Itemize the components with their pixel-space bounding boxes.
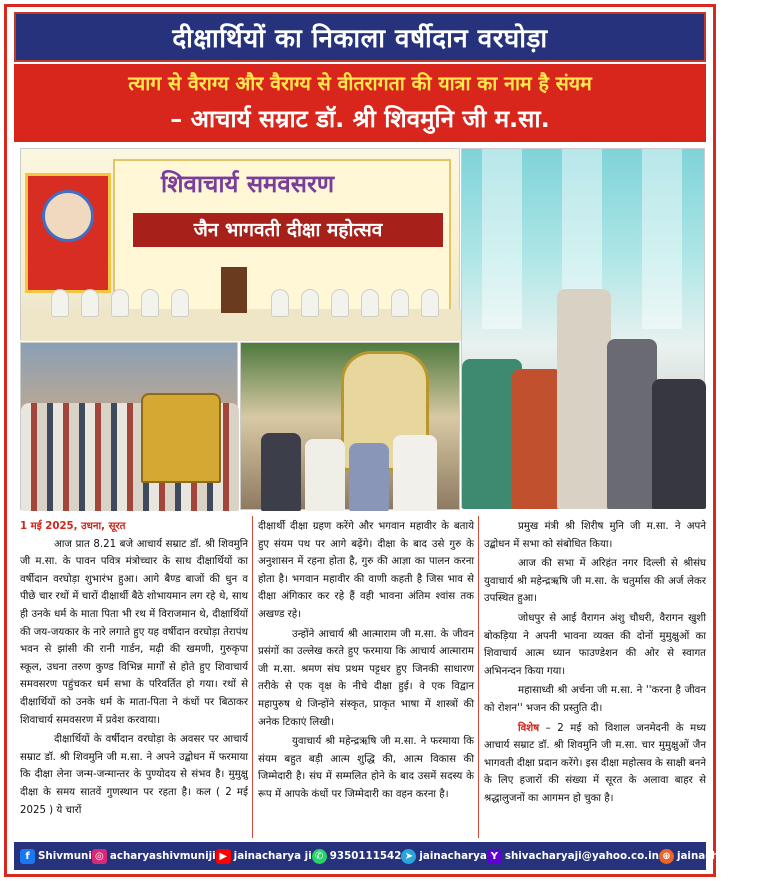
article-column-1	[20, 518, 248, 821]
quote-banner	[14, 64, 706, 142]
article-paragraph: आज प्रात 8.21 बजे आचार्य सम्राट डॉ. श्री शिवमुनि जी म.सा. के पावन पवित्र मंत्रोच्चार के साथ दीक्षार्थियों का वर्षीदान वरघोड़ा शुभारंभ हुआ। आगे बैण्ड बाजों की धुन व पीछे चार रथों में चारों दीक्षार्थी बैठे शोभायमान लग रहे थे, साथ ही उनके धर्म के माता पिता भी रथ में विराजमान थे, दीक्षार्थियों की जय-जयकार के नारे लगाते हुए यह वर्षीदान वरघोड़ा तेरापंथ भवन से झांसी की रानी गार्डन, मढ़ी की खमणी, गुरुकृपा स्कूल, उधना तरुण कुण्ड विभिन्न मार्गों से होते हुए शिवाचार्य समवसरण पहुंचकर धर्म सभा के परिवर्तित हो गया। रथों से दीक्षार्थियों को उनके धर्म के माता-पिता ने कंधों पर बिठाकर शिवाचार्य समवसरण में प्रवेश करवाया।	[20, 538, 248, 726]
quote-line-2: – आचार्य सम्राट डॉ. श्री शिवमुनि जी म.सा.	[170, 105, 550, 133]
seated-monk	[51, 289, 69, 317]
headline-banner	[14, 12, 706, 62]
instagram-link[interactable]	[92, 849, 216, 864]
article-paragraph: युवाचार्य श्री महेन्द्रऋषि जी म.सा. ने फरमाया कि संयम बहुत बड़ी आत्म शुद्धि की, आत्म विकास की जिम्मेदारी है। संघ में सम्मलित होने के बाद उसमें सदस्य के रूप में आपके कंधों पर जिम्मेदारी का वहन करना है।	[258, 736, 474, 800]
yahoo-mail-icon: Y	[487, 849, 502, 864]
instagram-icon: ◎	[92, 849, 107, 864]
crowd-person	[607, 339, 657, 509]
crowd-person	[349, 443, 389, 511]
youtube-icon: ▶	[216, 849, 231, 864]
facebook-icon: f	[20, 849, 35, 864]
article-dateline: 1 मई 2025, उधना, सूरत	[20, 521, 126, 532]
telegram-icon: ➤	[401, 849, 416, 864]
article-paragraph: जोधपुर से आई वैरागन अंशु चौधरी, वैरागन खुशी बोकड़िया ने अपनी भावना व्यक्त की दोनों मुमुक्षुओं का शिवाचार्य आत्म ध्यान फाउण्डेशन की ओर से स्वागत अभिनन्दन किया गया।	[484, 612, 706, 677]
telegram-handle: jainacharya	[419, 850, 487, 862]
seated-monk	[331, 289, 349, 317]
stage-banner-subtitle: जैन भागवती दीक्षा महोत्सव	[133, 213, 443, 247]
column-divider	[252, 516, 253, 838]
podium	[221, 267, 247, 313]
facebook-link[interactable]	[20, 849, 92, 864]
article-paragraph: महासाध्वी श्री अर्चना जी म.सा. ने ''करना है जीवन को रोशन'' भजन की प्रस्तुति दी।	[484, 685, 706, 714]
seated-monk	[81, 289, 99, 317]
acharya-portrait	[25, 173, 111, 293]
special-label: विशेष	[518, 722, 540, 734]
special-note	[484, 720, 706, 808]
seated-monk	[301, 289, 319, 317]
crowd-person	[393, 435, 437, 511]
instagram-handle: acharyashivmuniji	[109, 850, 216, 862]
crowd-person	[261, 433, 301, 511]
seated-monk	[391, 289, 409, 317]
tent-stripe	[642, 149, 682, 329]
article-column-2	[258, 518, 474, 806]
youtube-link[interactable]	[216, 849, 312, 864]
crowd-person	[652, 379, 706, 509]
website-url: jainacharya.org	[676, 850, 768, 862]
globe-icon: ⊕	[659, 849, 674, 864]
chariot-photo	[240, 342, 460, 510]
article-paragraph: दीक्षार्थी दीक्षा ग्रहण करेंगे और भगवान महावीर के बताये हुए संयम पथ पर आगे बढ़ेंगे। दीक्षा के बाद उसे गुरु के अनुशासन में रहना होता है, गुरु की आज्ञा का पालन करना होता है। भगवान महावीर की वाणी कहती है जिस भाव से दीक्षा अंगिकार कर रहे हैं वही भावना अंतिम श्वांस तक अखण्ड रहे।	[258, 521, 474, 620]
crowd-person	[557, 289, 611, 509]
telegram-link[interactable]	[401, 849, 486, 864]
seated-monk	[141, 289, 159, 317]
whatsapp-link[interactable]	[312, 849, 402, 864]
headline-title: दीक्षार्थियों का निकाला वर्षीदान वरघोड़ा	[172, 24, 548, 54]
article-paragraph: प्रमुख मंत्री श्री शिरीष मुनि जी म.सा. ने अपने उद्बोधन में सभा को संबोधित किया।	[484, 521, 706, 550]
whatsapp-icon: ✆	[312, 849, 327, 864]
footer-social-bar	[14, 842, 768, 870]
seated-monk	[421, 289, 439, 317]
celebration-photo	[461, 148, 705, 508]
stage-banner-title: शिवाचार्य समवसरण	[161, 169, 335, 198]
email-link[interactable]	[487, 849, 659, 864]
tent-stripe	[482, 149, 522, 329]
seated-monk	[171, 289, 189, 317]
article-paragraph: दीक्षार्थियों के वर्षीदान वरघोड़ा के अवसर पर आचार्य सम्राट डॉ. श्री शिवमुनि जी म.सा. ने अपने उद्बोधन में फरमाया कि दीक्षा लेना जन्म-जन्मान्तर के पुण्योदय से संभव है। मुमुक्षु दीक्षा के समय सातवें गुणस्थान पर रहता है। कल ( 2 मई 2025 ) ये चारों	[20, 734, 248, 816]
youtube-handle: jainacharya ji	[233, 850, 312, 862]
crowd-person	[512, 369, 562, 509]
seated-monk	[361, 289, 379, 317]
procession-chariot	[141, 393, 221, 483]
column-divider	[478, 516, 479, 838]
website-link[interactable]	[659, 849, 768, 864]
special-text: – 2 मई को विशाल जनमेदनी के मध्य आचार्य सम्राट डॉ. श्री शिवमुनि जी म.सा. चार मुमुक्षुओं जैन भागवती दीक्षा प्रदान करेंगे। इस दीक्षा महोत्सव के साक्षी बनने के लिए हजारों की संख्या में सूरत के अलावा बाहर से श्रद्धालुजनों का आगमन हो चुका है।	[484, 722, 706, 804]
crowd-person	[305, 439, 345, 511]
article-paragraph: उन्होंने आचार्य श्री आत्माराम जी म.सा. के जीवन प्रसंगों का उल्लेख करते हुए फरमाया कि आचार्य आत्माराम जी म.सा. श्रमण संघ प्रथम पट्टधर हुए जिनकी साधारण तरीके से एक वृक्ष के नीचे दीक्षा हुई। वे एक विद्वान महापुरुष थे जिन्होंने संस्कृत, प्राकृत भाषा में शास्त्रों की अनेक टिकाएं लिखी।	[258, 628, 474, 728]
stage-photo	[20, 148, 460, 340]
whatsapp-number: 9350111542	[329, 850, 402, 862]
facebook-handle: Shivmuni	[38, 850, 92, 862]
article-column-3	[484, 518, 706, 810]
procession-photo	[20, 342, 238, 510]
quote-line-1: त्याग से वैराग्य और वैराग्य से वीतरागता की यात्रा का नाम है संयम	[128, 72, 592, 95]
seated-monk	[111, 289, 129, 317]
email-address: shivacharyaji@yahoo.co.in	[504, 850, 659, 862]
seated-monk	[271, 289, 289, 317]
article-paragraph: आज की सभा में अरिहंत नगर दिल्ली से श्रीसंघ युवाचार्य श्री महेन्द्रऋषि जी म.सा. के चतुर्मास की अर्ज लेकर उपस्थित हुआ।	[484, 558, 706, 605]
